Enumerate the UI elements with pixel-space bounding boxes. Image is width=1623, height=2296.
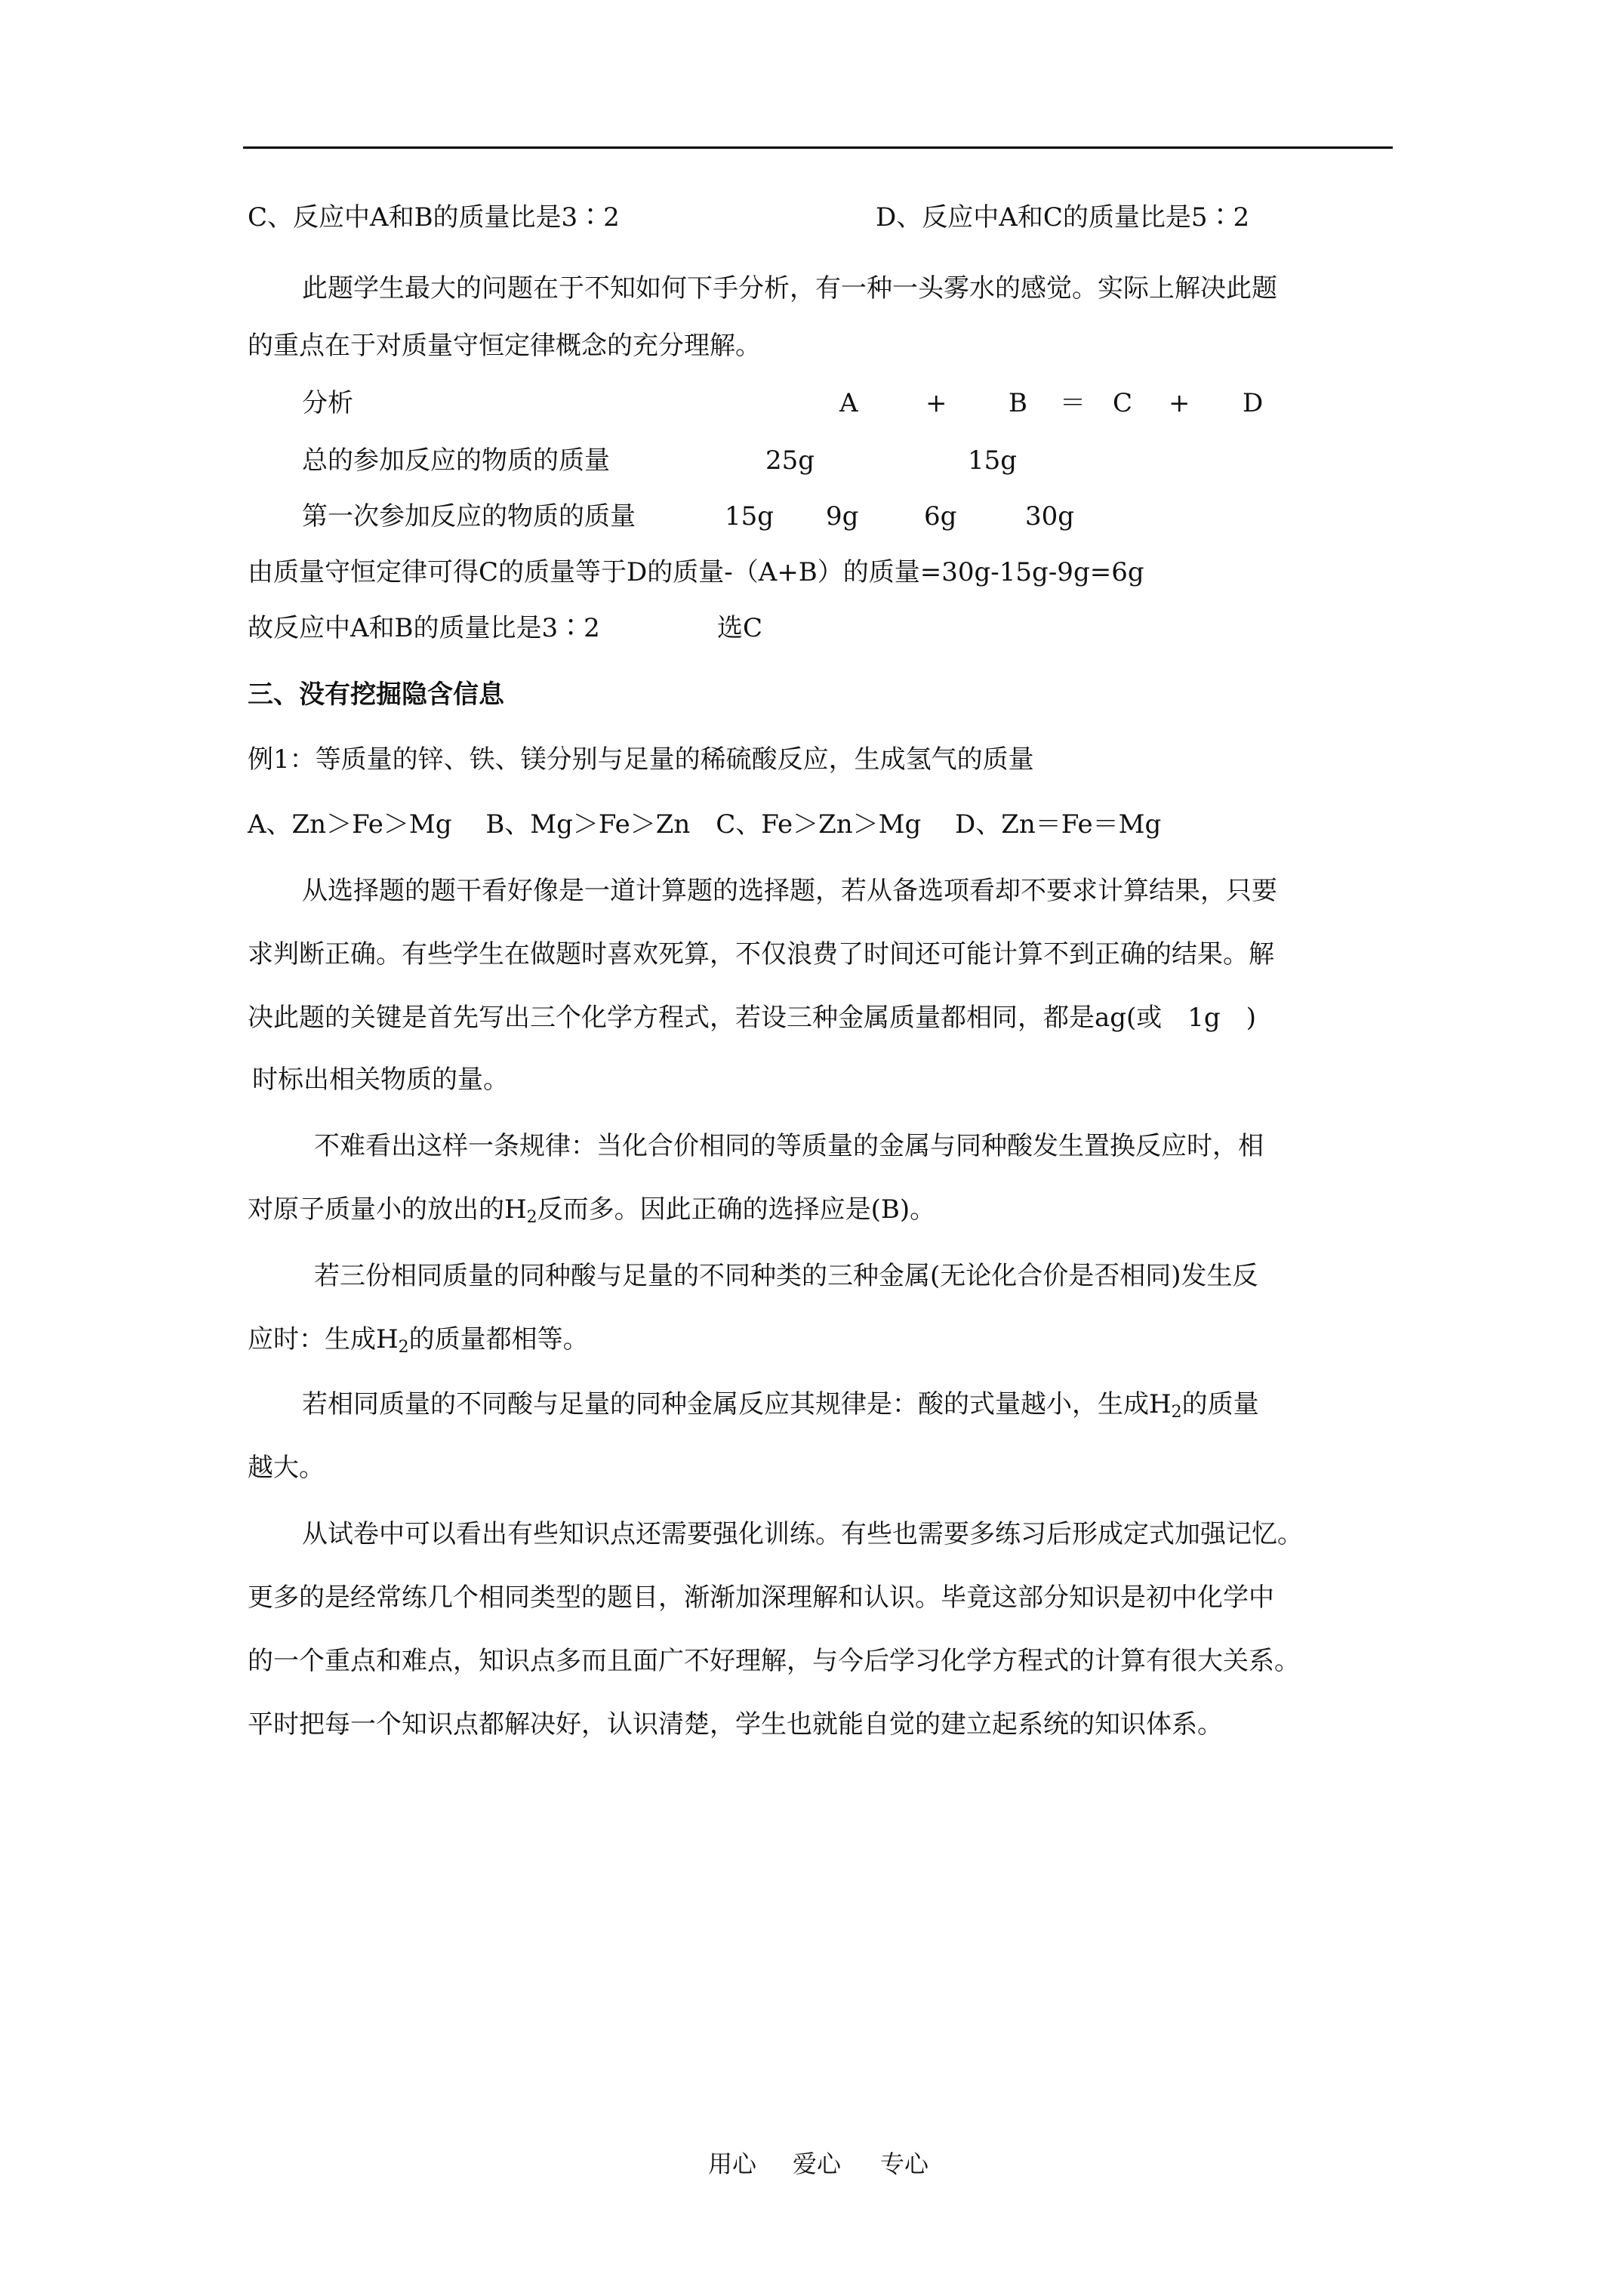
eq-equals: ＝ — [1060, 388, 1086, 418]
first-c-value: 6g — [924, 501, 957, 532]
total-mass-label: 总的参加反应的物质的质量 — [302, 445, 610, 476]
answer-line: 故反应中A和B的质量比是3∶2 — [248, 613, 600, 643]
option-c: C、反应中A和B的质量比是3∶2 — [248, 202, 620, 233]
analysis-label: 分析 — [302, 388, 353, 418]
para6-line1: 从试卷中可以看出有些知识点还需要强化训练。有些也需要多练习后形成定式加强记忆。 — [302, 1519, 1303, 1549]
first-d-value: 30g — [1025, 501, 1075, 532]
eq-b: B — [1009, 388, 1027, 418]
eq-plus-2: + — [1169, 388, 1190, 418]
eq-c: C — [1113, 388, 1133, 418]
first-b-value: 9g — [826, 501, 859, 532]
para1-line1: 此题学生最大的问题在于不知如何下手分析，有一种一头雾水的感觉。实际上解决此题 — [302, 273, 1277, 304]
eq-a: A — [839, 388, 858, 418]
para3-line2: 对原子质量小的放出的$H_2$反而多。因此正确的选择应是(B)。 — [248, 1194, 936, 1227]
footer-zhuanxin: 专心 — [880, 2150, 929, 2178]
footer-yongxin: 用心 — [708, 2150, 757, 2178]
first-mass-label: 第一次参加反应的物质的质量 — [302, 501, 636, 532]
footer-aixin: 爱心 — [793, 2150, 842, 2178]
header-rule — [243, 146, 1393, 149]
first-a-value: 15g — [725, 501, 775, 532]
option-d: D、反应中A和C的质量比是5∶2 — [876, 202, 1250, 233]
para3-line1: 不难看出这样一条规律：当化合价相同的等质量的金属与同种酸发生置换反应时，相 — [314, 1131, 1264, 1161]
para1-line2: 的重点在于对质量守恒定律概念的充分理解。 — [248, 331, 761, 361]
conclusion-line: 由质量守恒定律可得C的质量等于D的质量-（A+B）的质量=30g-15g-9g=6g — [248, 557, 1144, 587]
para6-line4: 平时把每一个知识点都解决好，认识清楚，学生也就能自觉的建立起系统的知识体系。 — [248, 1709, 1223, 1740]
para2-line4: 时标出相关物质的量。 — [252, 1065, 509, 1095]
para5-line1: 若相同质量的不同酸与足量的同种金属反应其规律是：酸的式量越小，生成$H_2$的质量 — [302, 1389, 1259, 1422]
example-question: 例1：等质量的锌、铁、镁分别与足量的稀硫酸反应，生成氢气的质量 — [248, 744, 1034, 775]
para4-line2: 应时：生成$H_2$的质量都相等。 — [248, 1324, 589, 1357]
eq-d: D — [1243, 388, 1264, 418]
para6-line3: 的一个重点和难点，知识点多而且面广不好理解，与今后学习化学方程式的计算有很大关系。 — [248, 1646, 1300, 1676]
para6-line2: 更多的是经常练几个相同类型的题目，渐渐加深理解和认识。毕竟这部分知识是初中化学中 — [248, 1583, 1274, 1613]
example-options: A、Zn＞Fe＞Mg B、Mg＞Fe＞Zn C、Fe＞Zn＞Mg D、Zn＝Fe＝Mg — [248, 809, 1162, 840]
para5-line2: 越大。 — [248, 1453, 325, 1483]
section-heading: 三、没有挖掘隐含信息 — [248, 680, 504, 710]
para4-line1: 若三份相同质量的同种酸与足量的不同种类的三种金属(无论化合价是否相同)发生反 — [314, 1261, 1258, 1291]
para2-line3: 决此题的关键是首先写出三个化学方程式，若设三种金属质量都相同，都是ag(或 1g ) — [248, 1003, 1256, 1033]
para2-line2: 求判断正确。有些学生在做题时喜欢死算，不仅浪费了时间还可能计算不到正确的结果。解 — [248, 939, 1274, 969]
total-b-value: 15g — [968, 445, 1018, 476]
answer-choice: 选C — [717, 613, 763, 643]
para2-line1: 从选择题的题干看好像是一道计算题的选择题，若从备选项看却不要求计算结果，只要 — [302, 876, 1277, 906]
eq-plus-1: + — [925, 388, 947, 418]
total-a-value: 25g — [765, 445, 815, 476]
